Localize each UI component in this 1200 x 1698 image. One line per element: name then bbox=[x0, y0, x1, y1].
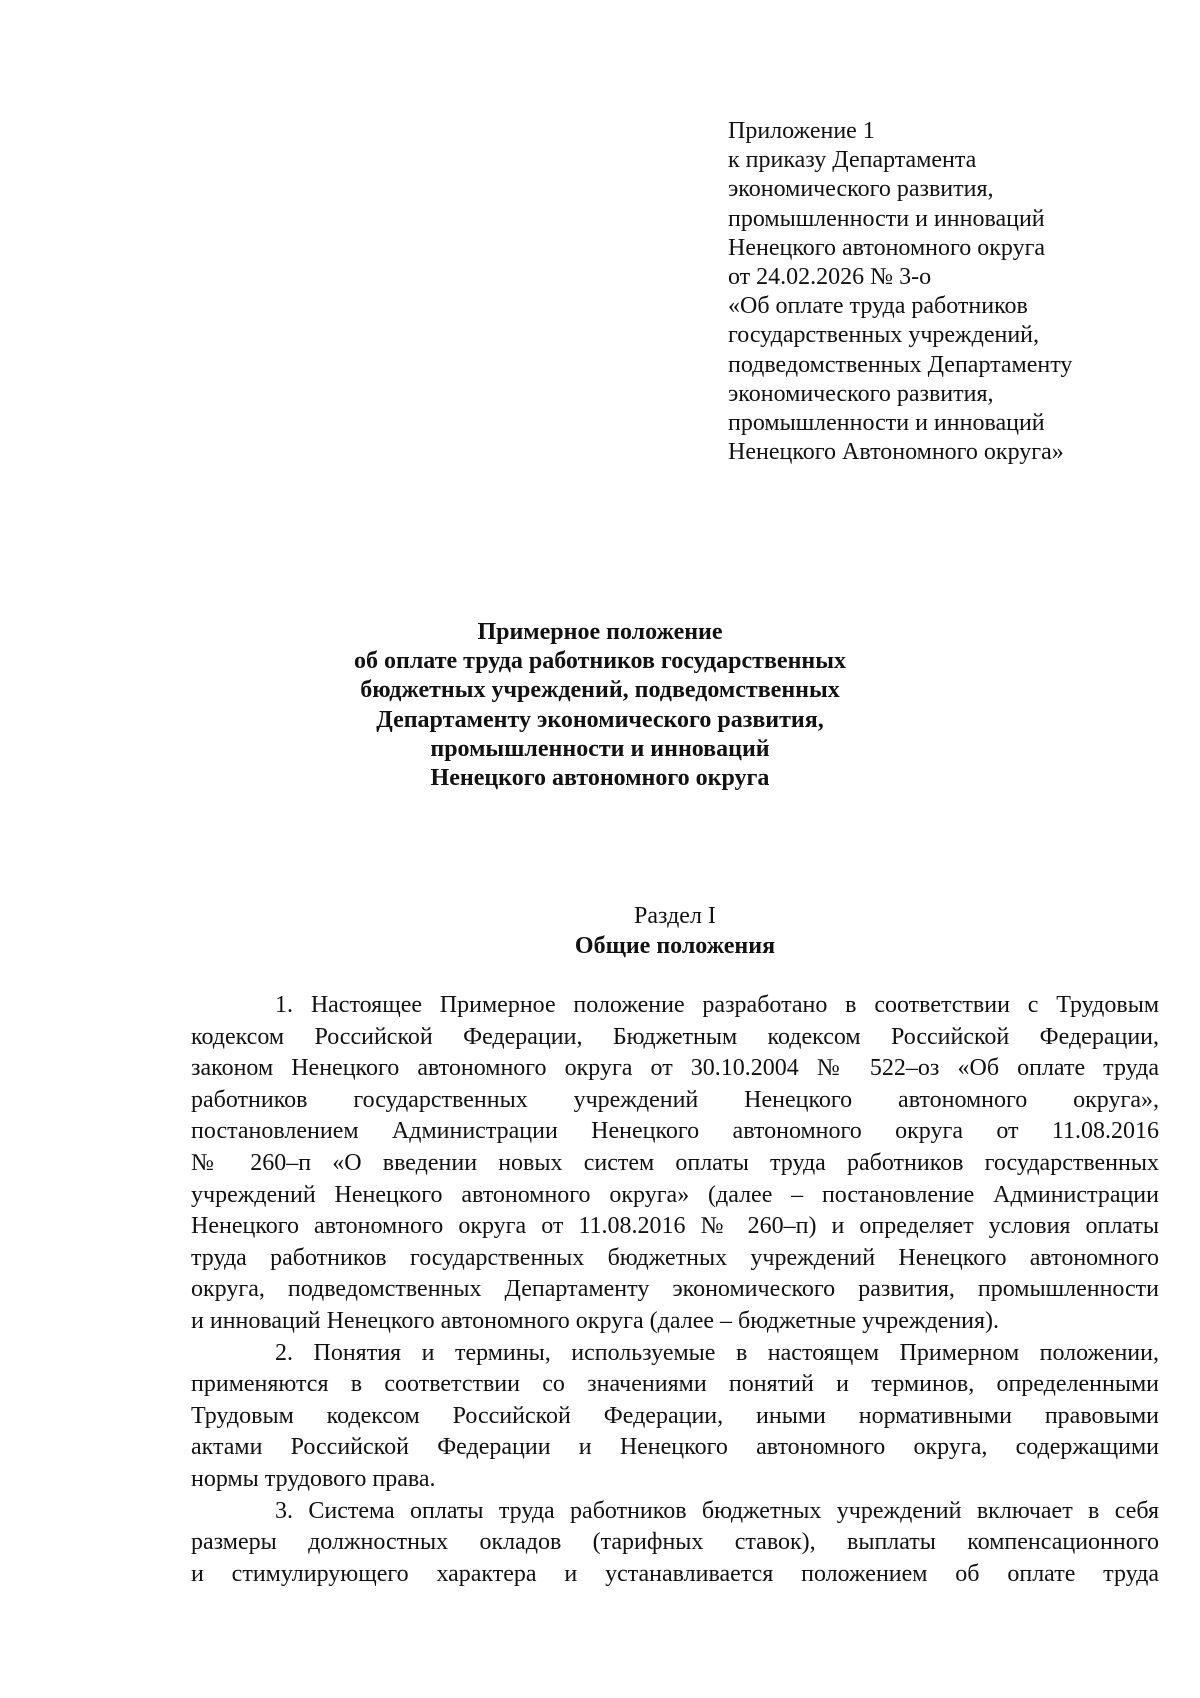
paragraph-line: 2. Понятия и термины, используемые в настоящем Примерном положении, bbox=[275, 1339, 1159, 1366]
annex-line: Ненецкого Автономного округа» bbox=[728, 439, 1064, 466]
annex-line: «Об оплате труда работников bbox=[728, 293, 1028, 320]
body-text bbox=[191, 990, 1159, 1590]
paragraph-line: размеры должностных окладов (тарифных ставок), выплаты компенсационного bbox=[191, 1529, 1159, 1556]
paragraph-line: применяются в соответствии со значениями понятий и терминов, определенными bbox=[191, 1371, 1159, 1398]
paragraph-line: законом Ненецкого автономного округа от 30.10.2004 № 522–оз «Об оплате труда bbox=[191, 1055, 1159, 1082]
paragraph-line: учреждений Ненецкого автономного округа» (далее – постановление Администрации bbox=[191, 1181, 1159, 1208]
title-line: Примерное положение bbox=[477, 619, 723, 645]
paragraph-line: труда работников государственных бюджетных учреждений Ненецкого автономного bbox=[191, 1244, 1159, 1271]
section-heading bbox=[150, 902, 1200, 962]
annex-line: Приложение 1 bbox=[728, 118, 875, 144]
paragraph-line: Трудовым кодексом Российской Федерации, иными нормативными правовыми bbox=[191, 1402, 1159, 1429]
paragraph-line: актами Российской Федерации и Ненецкого автономного округа, содержащими bbox=[191, 1434, 1159, 1461]
paragraph-line: постановлением Администрации Ненецкого автономного округа от 11.08.2016 bbox=[191, 1118, 1159, 1145]
paragraph-line: округа, подведомственных Департаменту экономического развития, промышленности bbox=[191, 1276, 1159, 1303]
paragraph-line: № 260–п «О введении новых систем оплаты труда работников государственных bbox=[191, 1149, 1159, 1176]
annex-line: промышленности и инноваций bbox=[728, 205, 1045, 232]
annex-line: экономического развития, bbox=[728, 176, 994, 203]
paragraph-line: 3. Система оплаты труда работников бюджетных учреждений включает в себя bbox=[275, 1497, 1159, 1524]
section-name: Общие положения bbox=[574, 933, 776, 959]
section-number: Раздел I bbox=[634, 903, 716, 929]
annex-line: государственных учреждений, bbox=[728, 322, 1040, 349]
annex-line: Ненецкого автономного округа bbox=[728, 234, 1046, 261]
paragraph-3 bbox=[191, 1496, 1159, 1591]
annex-line: подведомственных Департаменту bbox=[728, 351, 1073, 378]
title-line: бюджетных учреждений, подведомственных bbox=[360, 677, 840, 704]
paragraph-line: и стимулирующего характера и устанавливается положением об оплате труда bbox=[191, 1560, 1159, 1587]
paragraph-2 bbox=[191, 1338, 1159, 1496]
paragraph-1 bbox=[191, 990, 1159, 1338]
title-line: промышленности и инноваций bbox=[430, 735, 770, 762]
paragraph-line: кодексом Российской Федерации, Бюджетным кодексом Российской Федерации, bbox=[191, 1023, 1159, 1050]
title-line: об оплате труда работников государственных bbox=[354, 648, 846, 675]
annex-line: промышленности и инноваций bbox=[728, 410, 1045, 437]
paragraph-line: нормы трудового права. bbox=[191, 1465, 436, 1492]
annex-line: экономического развития, bbox=[728, 380, 994, 407]
annex-line: к приказу Департамента bbox=[728, 147, 977, 174]
title-line: Ненецкого автономного округа bbox=[430, 765, 770, 792]
annex-line: от 24.02.2026 № 3-о bbox=[728, 264, 932, 291]
paragraph-line: и инноваций Ненецкого автономного округа (далее – бюджетные учреждения). bbox=[191, 1307, 1000, 1334]
paragraph-line: работников государственных учреждений Ненецкого автономного округа», bbox=[191, 1086, 1159, 1113]
paragraph-line: Ненецкого автономного округа от 11.08.2016 № 260–п) и определяет условия оплаты bbox=[191, 1213, 1159, 1240]
title-line: Департаменту экономического развития, bbox=[376, 706, 824, 733]
annex-block bbox=[728, 117, 1168, 467]
document-title bbox=[150, 618, 1050, 793]
paragraph-line: 1. Настоящее Примерное положение разработано в соответствии с Трудовым bbox=[275, 992, 1159, 1018]
